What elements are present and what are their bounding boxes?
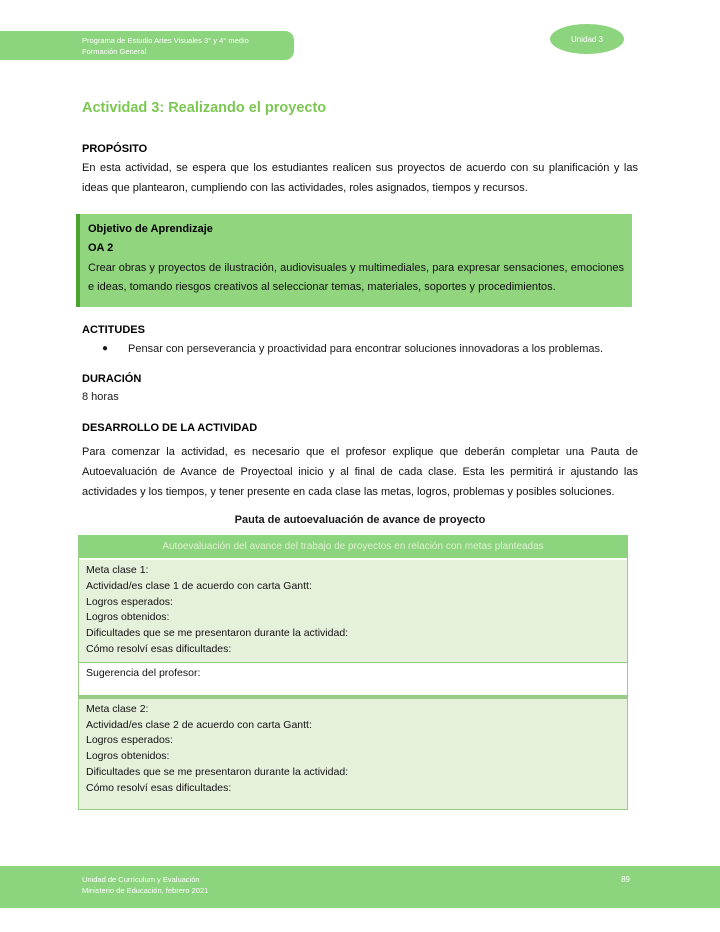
page-title: Actividad 3: Realizando el proyecto xyxy=(82,100,327,116)
objetivo-box xyxy=(76,214,632,307)
proposito-body: En esta actividad, se espera que los estudiantes realicen sus proyectos de acuerdo con su planificación y las ideas que plantearon, cumpliendo con las actividades, roles asignados, tiempos y recursos. xyxy=(82,162,638,194)
table-cell-line: Meta clase 1: xyxy=(86,564,149,576)
bullet-icon: ● xyxy=(101,343,109,354)
table-cell-line: Logros esperados: xyxy=(86,734,173,747)
table-cell-line: Dificultades que se me presentaron durante la actividad: xyxy=(86,627,349,640)
program-badge-line1: Programa de Estudio Artes Visuales 3° y 4° medio xyxy=(82,36,249,45)
section-duracion xyxy=(82,373,638,406)
desarrollo-body: Para comenzar la actividad, es necesario que el profesor explique que deberán completar una Pauta de Autoevaluación de Avance de Proyectoal inicio y al final de cada clase. Esta les permitirá ir ajustando las actividades y los tiempos, y tener presente en cada clase las metas, logros, problemas y posibles soluciones. xyxy=(82,446,638,498)
table-cell-line: Logros esperados: xyxy=(86,595,173,608)
section-desarrollo xyxy=(82,422,638,502)
section-proposito xyxy=(82,143,638,198)
actitudes-item-text: Pensar con perseverancia y proactividad para encontrar soluciones innovadoras a los problemas. xyxy=(128,343,604,355)
table-header-row: Autoevaluación del avance del trabajo de proyectos en relación con metas planteadas xyxy=(79,535,627,560)
unit-badge xyxy=(550,24,624,54)
objetivo-body: Crear obras y proyectos de ilustración, audiovisuales y multimediales, para expresar sensaciones, emociones e ideas, tomando riesgos creativos al seleccionar temas, materiales, soportes y procedimientos. xyxy=(88,262,624,293)
table-cell-line: Cómo resolví esas dificultades: xyxy=(86,642,232,655)
objetivo-code: OA 2 xyxy=(88,242,114,254)
program-badge-line2: Formación General xyxy=(82,47,147,56)
duracion-heading: DURACIÓN xyxy=(82,373,142,385)
section-actitudes xyxy=(82,324,638,358)
autoevaluacion-table xyxy=(78,535,628,810)
footer-bar xyxy=(0,866,720,908)
program-badge xyxy=(0,31,294,60)
unit-badge-label: Unidad 3 xyxy=(570,34,604,44)
footer-line1: Unidad de Currículum y Evaluación xyxy=(82,875,200,884)
desarrollo-heading: DESARROLLO DE LA ACTIVIDAD xyxy=(82,422,258,434)
table-row-meta1 xyxy=(79,560,627,662)
actitudes-item xyxy=(82,340,638,358)
objetivo-heading: Objetivo de Aprendizaje xyxy=(88,223,213,235)
duracion-value: 8 horas xyxy=(82,391,119,403)
table-cell-line: Actividad/es clase 2 de acuerdo con carta Gantt: xyxy=(86,718,312,731)
actitudes-heading: ACTITUDES xyxy=(82,324,145,336)
table-row-meta2 xyxy=(79,695,627,809)
table-cell-line: Logros obtenidos: xyxy=(86,750,170,763)
page-number: 89 xyxy=(621,875,630,884)
table-caption: Pauta de autoevaluación de avance de proyecto xyxy=(234,514,486,526)
proposito-heading: PROPÓSITO xyxy=(82,143,148,155)
table-cell-line: Actividad/es clase 1 de acuerdo con carta Gantt: xyxy=(86,579,312,592)
table-cell-line: Sugerencia del profesor: xyxy=(86,666,201,679)
table-cell-line: Meta clase 2: xyxy=(86,702,149,715)
table-cell-line: Dificultades que se me presentaron durante la actividad: xyxy=(86,765,349,778)
footer-line2: Ministerio de Educación, febrero 2021 xyxy=(82,886,209,895)
table-row-sugerencia xyxy=(79,662,627,695)
table-cell-line: Cómo resolví esas dificultades: xyxy=(86,781,232,794)
page-content xyxy=(82,100,638,810)
footer-credits xyxy=(82,874,208,896)
table-cell-line: Logros obtenidos: xyxy=(86,611,170,624)
